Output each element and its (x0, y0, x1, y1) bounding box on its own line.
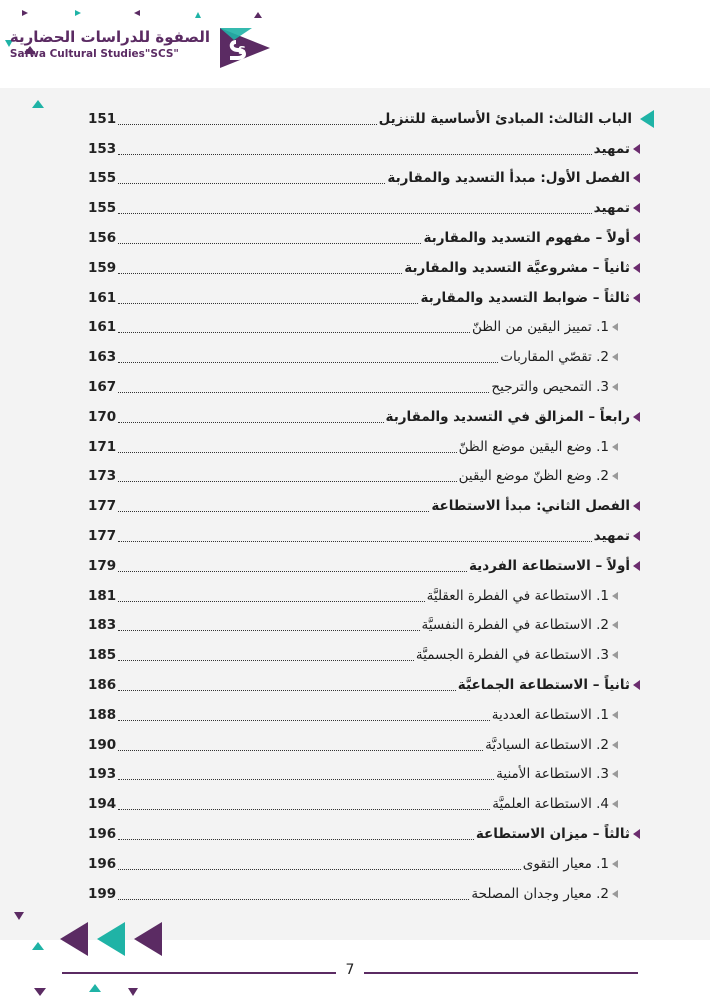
toc-entry (88, 223, 640, 253)
toc-entry-page: 179 (88, 557, 117, 574)
dot-leader (118, 660, 414, 661)
toc-entry-title: 2. الاستطاعة في الفطرة النفسيَّة (421, 617, 609, 634)
logo-english-text: Safwa Cultural Studies"SCS" (9, 48, 179, 60)
toc-entry (88, 789, 640, 819)
bullet-triangle-icon (612, 443, 618, 451)
bullet-triangle-icon (633, 263, 640, 273)
toc-entry-page: 171 (88, 438, 117, 455)
toc-entry-page: 199 (88, 885, 117, 902)
toc-entry-title: أولاً – الاستطاعة الفردية (468, 557, 630, 574)
bullet-triangle-icon (612, 621, 618, 629)
toc-entry (88, 462, 640, 492)
toc-entry-title: الفصل الأول: مبدأ التسديد والمقاربة (387, 170, 630, 187)
toc-entry (88, 164, 640, 194)
bullet-triangle-icon (633, 829, 640, 839)
page-header (0, 0, 710, 88)
dot-leader (118, 481, 456, 482)
toc-entry-page: 188 (88, 706, 117, 723)
toc-entry-page: 177 (88, 498, 117, 515)
toc-entry-title: 1. تمييز اليقين من الظنّ (471, 319, 609, 336)
dot-leader (118, 541, 591, 542)
bullet-triangle-icon (633, 233, 640, 243)
toc-entry-title: 2. وضع الظنّ موضع اليقين (458, 468, 609, 485)
toc-entry-title: 1. الاستطاعة في الفطرة العقليَّة (426, 587, 609, 604)
bullet-triangle-icon (633, 173, 640, 183)
toc-entry (88, 313, 640, 343)
dot-leader (118, 690, 456, 691)
toc-entry (88, 104, 640, 134)
toc-entry (88, 640, 640, 670)
bullet-triangle-icon (633, 531, 640, 541)
dot-leader (118, 422, 383, 423)
dot-leader (118, 154, 591, 155)
bullet-triangle-icon (633, 203, 640, 213)
toc-entry-page: 159 (88, 259, 117, 276)
toc-entry-title: تمهيد (593, 528, 630, 545)
toc-entry-title: 4. الاستطاعة العلميَّة (492, 796, 609, 813)
dot-leader (118, 630, 419, 631)
logo-mark-icon (212, 24, 272, 72)
logo-mark-letter: S (238, 44, 246, 57)
toc-entry-page: 155 (88, 170, 117, 187)
toc-entry-title: تمهيد (593, 140, 630, 157)
toc-entry-page: 177 (88, 528, 117, 545)
toc-entry-page: 153 (88, 140, 117, 157)
logo-arabic-text: الصفوة للدراسات الحضارية (9, 28, 210, 46)
dot-leader (118, 392, 489, 393)
bullet-triangle-icon (612, 383, 618, 391)
bullet-triangle-icon (633, 144, 640, 154)
toc-entry-page: 181 (88, 587, 117, 604)
toc-entry (88, 402, 640, 432)
toc-entry-page: 156 (88, 230, 117, 247)
toc-entry (88, 581, 640, 611)
toc-entry-page: 170 (88, 408, 117, 425)
toc-entry (88, 521, 640, 551)
toc-entry-page: 161 (88, 319, 117, 336)
dot-leader (118, 243, 421, 244)
toc-entry-title: 1. الاستطاعة العددية (491, 706, 609, 723)
toc-entry-title: الباب الثالث: المبادئ الأساسية للتنزيل (378, 110, 632, 127)
dot-leader (118, 452, 456, 453)
toc-entry-title: تمهيد (593, 200, 630, 217)
toc-entry-page: 196 (88, 826, 117, 843)
dot-leader (118, 332, 470, 333)
table-of-contents (88, 104, 640, 909)
toc-entry (88, 611, 640, 641)
toc-entry-title: 3. التمحيص والترجيح (491, 379, 609, 396)
footer-rule-left (62, 972, 336, 974)
toc-entry-title: ثالثاً – ميزان الاستطاعة (475, 826, 630, 843)
toc-entry-title: ثالثاً – ضوابط التسديد والمقاربة (420, 289, 630, 306)
dot-leader (118, 720, 490, 721)
footer-rule-right (364, 972, 638, 974)
toc-entry-title: 1. معيار التقوى (522, 855, 609, 872)
toc-entry (88, 193, 640, 223)
dot-leader (118, 571, 467, 572)
toc-entry (88, 730, 640, 760)
toc-entry-title: 1. وضع اليقين موضع الظنّ (458, 438, 609, 455)
publisher-logo (9, 24, 272, 74)
toc-entry (88, 432, 640, 462)
toc-entry-title: ثانياً – الاستطاعة الجماعيَّة (457, 677, 630, 694)
toc-entry-page: 186 (88, 677, 117, 694)
toc-entry (88, 283, 640, 313)
dot-leader (118, 124, 376, 125)
bullet-triangle-icon (640, 110, 654, 128)
toc-entry (88, 253, 640, 283)
toc-entry-title: 2. معيار وجدان المصلحة (471, 885, 609, 902)
bullet-triangle-icon (612, 860, 618, 868)
toc-entry-page: 194 (88, 796, 117, 813)
toc-entry-page: 163 (88, 349, 117, 366)
toc-entry-title: الفصل الثاني: مبدأ الاستطاعة (431, 498, 630, 515)
bullet-triangle-icon (612, 592, 618, 600)
toc-entry-page: 151 (88, 110, 117, 127)
toc-entry (88, 849, 640, 879)
dot-leader (118, 362, 498, 363)
bullet-triangle-icon (612, 353, 618, 361)
bullet-triangle-icon (633, 293, 640, 303)
bullet-triangle-icon (633, 680, 640, 690)
toc-entry (88, 670, 640, 700)
toc-entry-title: 2. الاستطاعة السياديَّة (485, 736, 609, 753)
bullet-triangle-icon (612, 651, 618, 659)
dot-leader (118, 750, 483, 751)
toc-entry-page: 196 (88, 855, 117, 872)
toc-entry-page: 183 (88, 617, 117, 634)
toc-entry-title: 2. تقصّي المقاربات (500, 349, 609, 366)
bullet-triangle-icon (612, 472, 618, 480)
toc-entry (88, 551, 640, 581)
dot-leader (118, 303, 418, 304)
dot-leader (118, 511, 429, 512)
toc-entry-page: 185 (88, 647, 117, 664)
bullet-triangle-icon (633, 412, 640, 422)
toc-entry-title: 3. الاستطاعة الأمنية (496, 766, 609, 783)
bullet-triangle-icon (612, 323, 618, 331)
bullet-triangle-icon (612, 770, 618, 778)
dot-leader (118, 779, 494, 780)
bullet-triangle-icon (633, 501, 640, 511)
footer-decorative-triangles-icon (0, 900, 180, 1000)
bullet-triangle-icon (612, 800, 618, 808)
dot-leader (118, 183, 385, 184)
dot-leader (118, 839, 474, 840)
toc-entry (88, 819, 640, 849)
toc-entry (88, 134, 640, 164)
small-teal-triangle-icon (32, 98, 52, 118)
page-number: 7 (345, 962, 355, 978)
toc-entry-title: 3. الاستطاعة في الفطرة الجسميَّة (415, 647, 609, 664)
dot-leader (118, 213, 591, 214)
toc-entry-page: 161 (88, 289, 117, 306)
dot-leader (118, 273, 402, 274)
toc-entry-page: 173 (88, 468, 117, 485)
toc-entry-page: 190 (88, 736, 117, 753)
toc-entry (88, 372, 640, 402)
toc-entry (88, 760, 640, 790)
dot-leader (118, 869, 521, 870)
toc-entry (88, 700, 640, 730)
dot-leader (118, 809, 490, 810)
toc-entry-page: 155 (88, 200, 117, 217)
bullet-triangle-icon (612, 741, 618, 749)
bullet-triangle-icon (612, 890, 618, 898)
bullet-triangle-icon (612, 711, 618, 719)
toc-entry (88, 342, 640, 372)
dot-leader (118, 601, 424, 602)
toc-entry-title: رابعاً – المزالق في التسديد والمقاربة (385, 408, 630, 425)
toc-entry-page: 167 (88, 379, 117, 396)
toc-entry-title: ثانياً – مشروعيَّة التسديد والمقاربة (404, 259, 630, 276)
toc-entry-page: 193 (88, 766, 117, 783)
toc-entry (88, 491, 640, 521)
toc-entry-title: أولاً – مفهوم التسديد والمقاربة (423, 230, 630, 247)
bullet-triangle-icon (633, 561, 640, 571)
